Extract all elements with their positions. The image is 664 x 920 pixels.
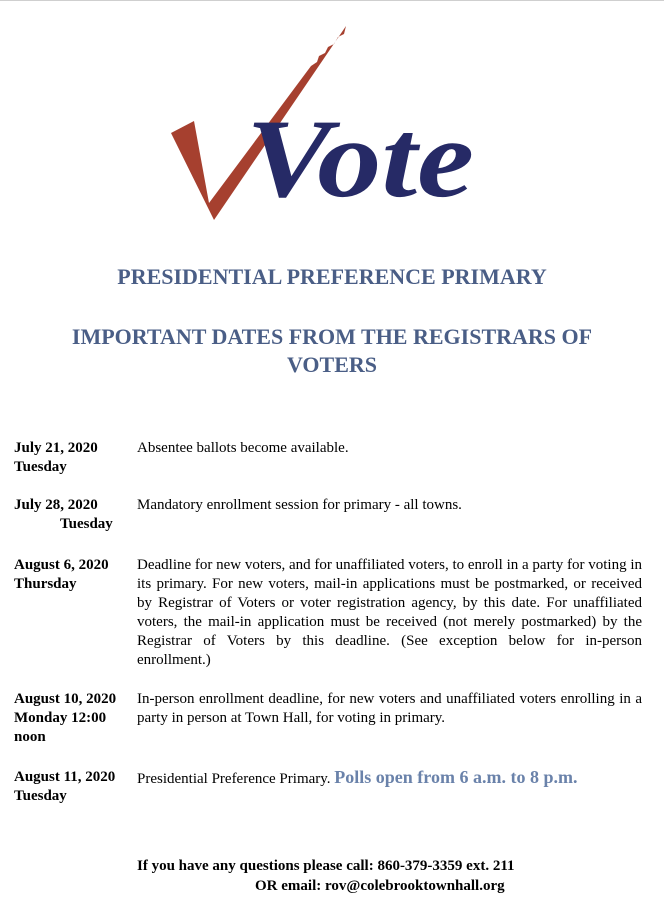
date-cell [14, 439, 130, 477]
date-description: Mandatory enrollment session for primary - all towns. [137, 497, 462, 513]
date-cell [14, 496, 130, 534]
description-text: Presidential Preference Primary. [137, 771, 331, 787]
date-label: August 11, 2020 [14, 769, 116, 785]
vote-logo [168, 18, 478, 228]
date-description: In-person enrollment deadline, for new voters and unaffiliated voters enrolling in a party in person at Town Hall, for voting in primary. [137, 691, 642, 726]
date-description: Deadline for new voters, and for unaffiliated voters, to enroll in a party for voting in its primary. For new voters, mail-in applications must be postmarked, or received by Registrar of Voters or voter registration agency, by this date. For unaffiliated voters, the mail-in application must be received (not merely postmarked) by the Registrar of Voters by this deadline. (See exception below for in-person enrollment.) [137, 557, 642, 668]
day-label: Monday 12:00 noon [14, 710, 107, 745]
date-label: August 10, 2020 [14, 691, 117, 707]
page-title: PRESIDENTIAL PREFERENCE PRIMARY [117, 264, 547, 289]
date-label: July 28, 2020 [14, 497, 98, 513]
day-label: Thursday [14, 576, 77, 592]
date-label: August 6, 2020 [14, 557, 109, 573]
top-border [0, 0, 664, 1]
day-label: Tuesday [60, 516, 113, 532]
day-label: Tuesday [14, 788, 67, 804]
date-cell [14, 690, 130, 747]
vote-checkmark-logo [168, 18, 478, 228]
date-label: July 21, 2020 [14, 440, 98, 456]
page-subtitle: IMPORTANT DATES FROM THE REGISTRARS OF VOTERS [71, 324, 593, 377]
phone-contact: If you have any questions please call: 860-379-3359 ext. 211 [137, 858, 515, 874]
polls-hours: Polls open from 6 a.m. to 8 p.m. [334, 767, 578, 787]
date-cell [14, 768, 130, 806]
date-description [137, 768, 642, 789]
email-contact: OR email: rov@colebrooktownhall.org [255, 878, 505, 894]
logo-text: Vote [246, 97, 474, 221]
date-cell [14, 556, 130, 594]
day-label: Tuesday [14, 459, 67, 475]
date-description: Absentee ballots become available. [137, 440, 349, 456]
